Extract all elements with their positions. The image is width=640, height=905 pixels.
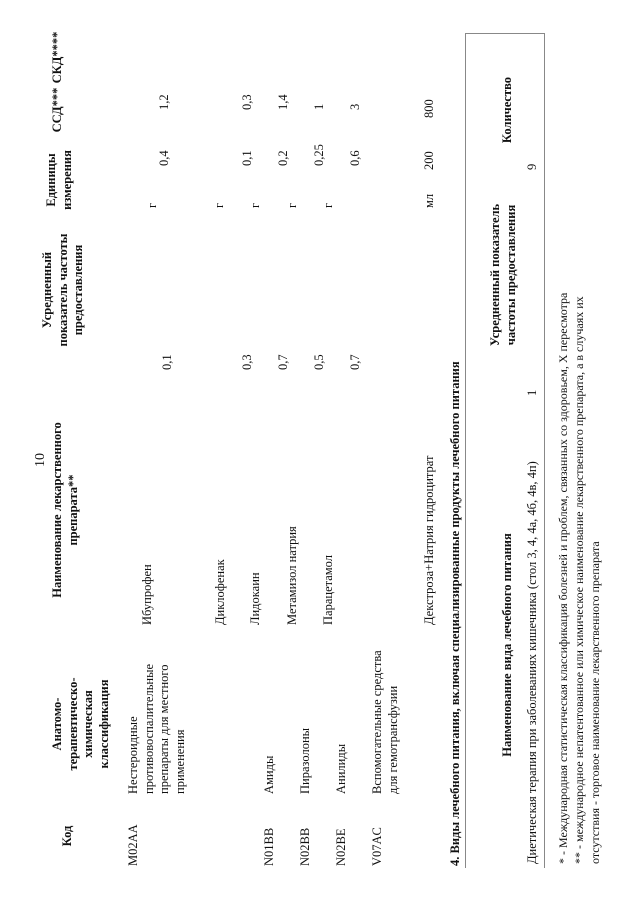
table-cell-drug: Декстроза+Натрия гидроцитрат <box>422 455 436 625</box>
rotated-page-content <box>30 30 610 870</box>
table-cell-drug: Диклофенак <box>213 559 227 625</box>
table-cell-ssd: 0,6 <box>348 150 362 166</box>
th-ssd: ССД*** <box>50 87 64 133</box>
table-cell-unit: г <box>145 202 159 208</box>
table-cell-code: N01BB <box>262 827 276 866</box>
table-cell-code: N02BB <box>298 827 312 866</box>
table-cell-atc: Вспомогательные средства для гемотрансфузии <box>370 650 400 794</box>
section-4-title: 4. Виды лечебного питания, включая специализированные продукты лечебного питания <box>448 361 462 866</box>
table-cell-freq: 0,7 <box>348 354 362 370</box>
th-diet-qty: Количество <box>500 76 514 144</box>
th-atc: Анатомо-терапевтическо-химическая классификация <box>50 677 111 771</box>
th-diet-name: Наименование вида лечебного питания <box>500 533 514 757</box>
table-cell-unit: г <box>321 202 335 208</box>
th-diet-freq: Усредненный показатель частоты предоставления <box>488 203 518 347</box>
table-cell-ssd: 0,2 <box>276 150 290 166</box>
th-freq: Усредненный показатель частоты предоставления <box>40 233 86 347</box>
table-rule <box>465 33 545 34</box>
table-cell-unit: г <box>285 202 299 208</box>
page-number: 10 <box>33 453 48 467</box>
table-cell-atc: Амиды <box>262 755 276 794</box>
table-rule <box>465 33 466 868</box>
table-cell-drug: Лидокаин <box>248 572 262 625</box>
diet-freq: 1 <box>525 389 539 396</box>
th-unit: Единицы измерения <box>44 150 74 210</box>
table-cell-freq: 0,3 <box>240 354 254 370</box>
table-cell-code: M02AA <box>126 824 140 866</box>
th-drug: Наименование лекарственного препарата** <box>50 422 80 598</box>
table-cell-skd: 800 <box>422 99 436 118</box>
table-cell-unit: г <box>248 202 262 208</box>
diet-name: Диетическая терапия при заболеваниях кишечника (стол 3, 4, 4а, 4б, 4в, 4п) <box>525 461 539 864</box>
table-cell-ssd: 0,4 <box>157 150 171 166</box>
table-cell-ssd: 200 <box>422 151 436 170</box>
table-cell-atc: Анилиды <box>334 743 348 794</box>
table-cell-drug: Ибупрофен <box>140 564 154 625</box>
table-cell-atc: Пиразолоны <box>298 727 312 794</box>
table-cell-atc: Нестероидные противовоспалительные препараты для местного применения <box>126 663 187 794</box>
footnote: отсутствия - торговое наименование лекарственного препарата <box>588 541 602 864</box>
table-cell-unit: г <box>212 202 226 208</box>
table-cell-skd: 1 <box>312 103 326 110</box>
diet-qty: 9 <box>525 163 539 170</box>
table-cell-freq: 0,1 <box>160 354 174 370</box>
table-cell-unit: мл <box>422 193 436 208</box>
table-cell-ssd: 0,25 <box>312 144 326 166</box>
table-cell-drug: Парацетамол <box>321 554 335 625</box>
table-cell-skd: 1,2 <box>157 94 171 110</box>
th-skd: СКД**** <box>50 31 64 84</box>
table-cell-skd: 1,4 <box>276 94 290 110</box>
table-cell-skd: 3 <box>348 103 362 110</box>
table-cell-code: N02BE <box>334 828 348 866</box>
table-cell-drug: Метамизол натрия <box>285 526 299 625</box>
table-cell-code: V07AC <box>370 827 384 866</box>
table-cell-freq: 0,5 <box>312 354 326 370</box>
footnote: ** - международное непатентованное или химическое наименование лекарственного препарата, а в случаях их <box>572 296 586 864</box>
table-cell-ssd: 0,1 <box>240 150 254 166</box>
table-cell-freq: 0,7 <box>276 354 290 370</box>
table-cell-skd: 0,3 <box>240 94 254 110</box>
th-code: Код <box>60 825 74 847</box>
footnote: * - Международная статистическая классификация болезней и проблем, связанных со здоровьем, X пересмотра <box>556 292 570 864</box>
table-rule <box>544 33 545 868</box>
